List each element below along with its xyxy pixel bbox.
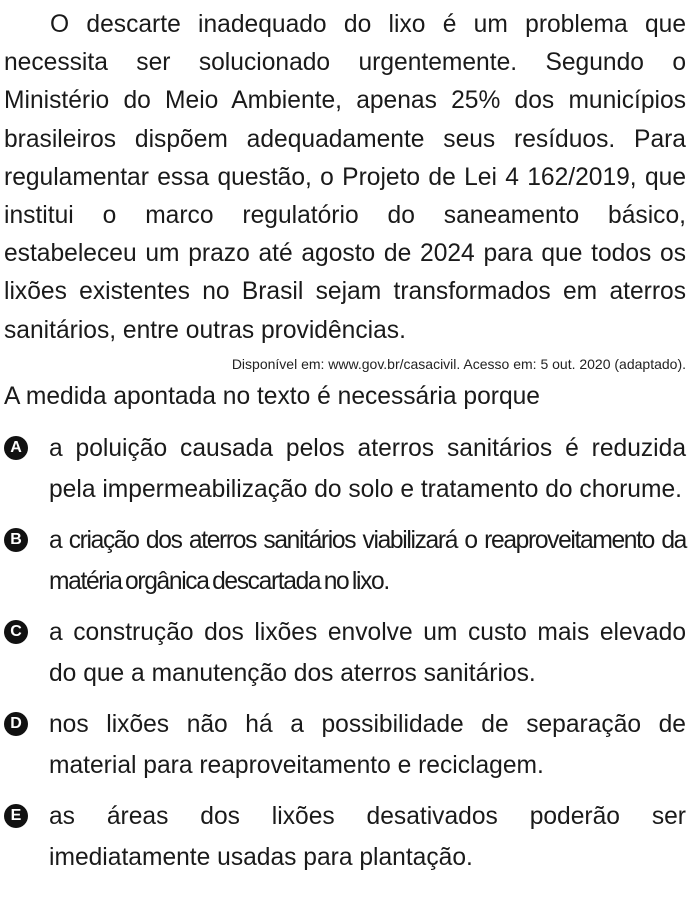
- option-d[interactable]: [4, 704, 686, 786]
- option-b-letter-icon: B: [4, 528, 28, 552]
- option-d-letter-icon: D: [4, 712, 28, 736]
- option-c[interactable]: [4, 612, 686, 694]
- passage-text: O descarte inadequado do lixo é um problema que necessita ser solucionado urgentemente. Segundo o Ministério do Meio Ambiente, apenas 25% dos municípios brasileiros dispõem adequadamente seus resíduos. Para regulamentar essa questão, o Projeto de Lei 4 162/2019, que institui o marco regulatório do saneamento básico, estabeleceu um prazo até agosto de 2024 para que todos os lixões existentes no Brasil sejam transformados em aterros sanitários, entre outras providências.: [4, 11, 686, 344]
- option-c-letter-icon: C: [4, 620, 28, 644]
- option-b[interactable]: [4, 520, 686, 602]
- option-a-text: a poluição causada pelos aterros sanitários é reduzida pela impermeabilização do solo e tratamento do chorume.: [49, 434, 686, 503]
- option-e[interactable]: [4, 796, 686, 878]
- option-c-text: a construção dos lixões envolve um custo mais elevado do que a manutenção dos aterros sanitários.: [49, 618, 686, 687]
- option-e-text: as áreas dos lixões desativados poderão ser imediatamente usadas para plantação.: [49, 802, 686, 871]
- question-stem: A medida apontada no texto é necessária porque: [4, 382, 540, 410]
- option-d-text: nos lixões não há a possibilidade de separação de material para reaproveitamento e reciclagem.: [49, 710, 686, 779]
- option-a-letter-icon: A: [4, 436, 28, 460]
- answer-options: [4, 428, 686, 878]
- option-e-letter-icon: E: [4, 804, 28, 828]
- option-a[interactable]: [4, 428, 686, 510]
- source-citation: Disponível em: www.gov.br/casacivil. Acesso em: 5 out. 2020 (adaptado).: [231, 355, 686, 372]
- option-b-text: a criação dos aterros sanitários viabilizará o reaproveitamento da matéria orgânica descartada no lixo.: [49, 526, 686, 595]
